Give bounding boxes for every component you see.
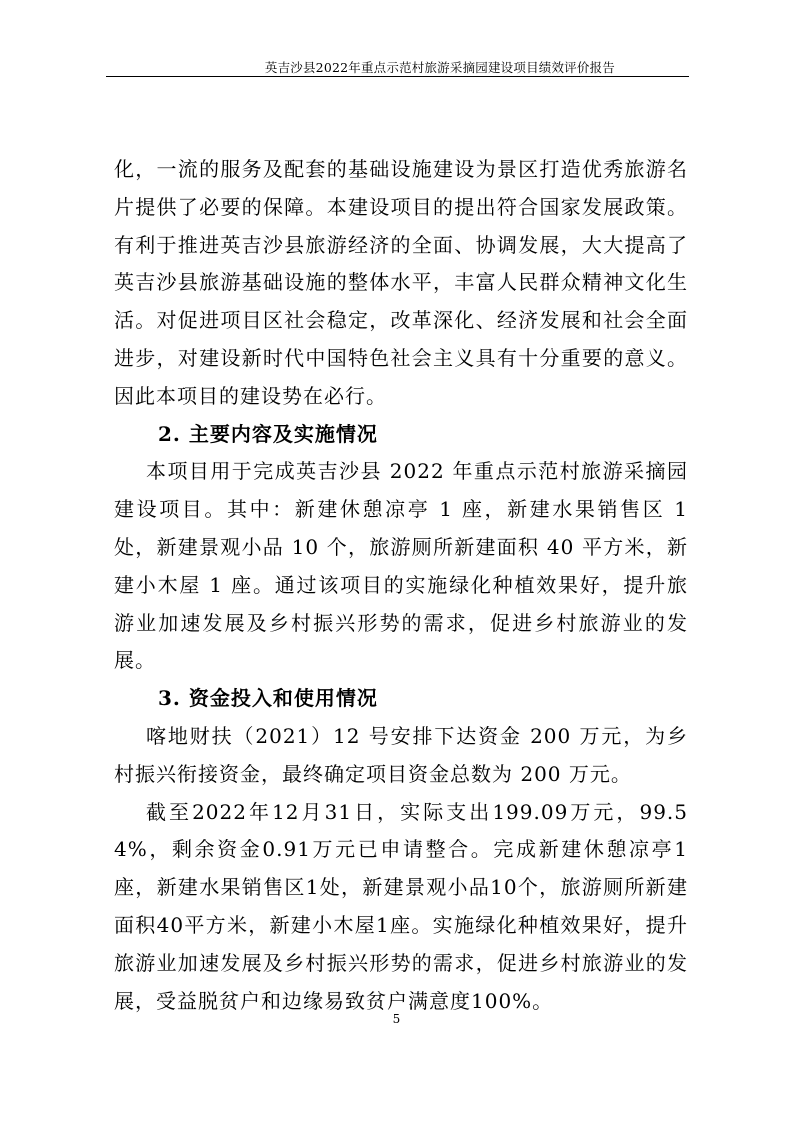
paragraph-funding-usage: 截至2022年12月31日，实际支出199.09万元，99.54%，剩余资金0.91万元已申请整合。完成新建休憩凉亭1座，新建水果销售区1处，新建景观小品10个，旅游厕所新建面积40平方米，新建小木屋1座。实施绿化种植效果好，提升旅游业加速发展及乡村振兴形势的需求，促进乡村旅游业的发展，受益脱贫户和边缘易致贫户满意度100%。 — [114, 799, 688, 1013]
page-header-title: 英吉沙县2022年重点示范村旅游采摘园建设项目绩效评价报告 — [264, 60, 615, 75]
paragraph-background-continued: 化，一流的服务及配套的基础设施建设为景区打造优秀旅游名片提供了必要的保障。本建设项目的提出符合国家发展政策。有利于推进英吉沙县旅游经济的全面、协调发展，大大提高了英吉沙县旅游基础设施的整体水平，丰富人民群众精神文化生活。对促进项目区社会稳定，改革深化、经济发展和社会全面进步，对建设新时代中国特色社会主义具有十分重要的意义。因此本项目的建设势在必行。 — [114, 157, 688, 408]
section-heading-funding: 3. 资金投入和使用情况 — [158, 686, 378, 711]
paragraph-funding-source: 喀地财扶（2021）12 号安排下达资金 200 万元，为乡村振兴衔接资金，最终确定项目资金总数为 200 万元。 — [114, 723, 688, 786]
section-heading-main-content: 2. 主要内容及实施情况 — [158, 421, 378, 446]
paragraph-main-content: 本项目用于完成英吉沙县 2022 年重点示范村旅游采摘园建设项目。其中：新建休憩凉亭 1 座，新建水果销售区 1 处，新建景观小品 10 个，旅游厕所新建面积 40 平方米，新建小木屋 1 座。通过该项目的实施绿化种植效果好，提升旅游业加速发展及乡村振兴形势的需求，促进乡村旅游业的发展。 — [114, 459, 688, 673]
document-body — [114, 151, 688, 1020]
page-number: 5 — [392, 1012, 401, 1026]
header-divider — [106, 76, 689, 77]
